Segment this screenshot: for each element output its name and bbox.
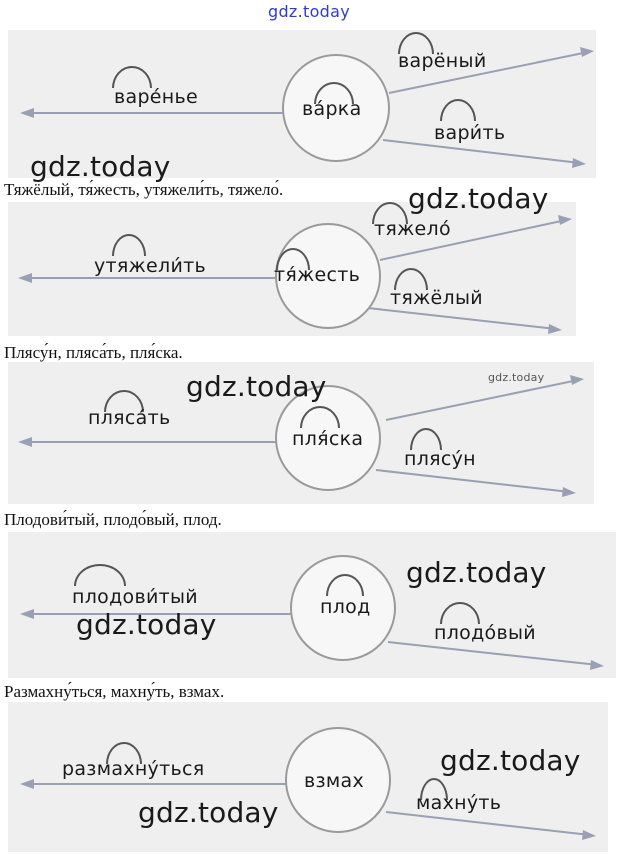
diagram-panel-2 — [8, 202, 576, 336]
watermark: gdz.today — [440, 744, 581, 777]
watermark: gdz.today — [406, 556, 547, 589]
word-left: размахну́ться — [62, 758, 205, 780]
word-center: плод — [320, 596, 371, 618]
word-left: варе́нье — [114, 86, 199, 108]
caption-row-2: Тяжёлый, тя́жесть, утяжели́ть, тяжело́. — [4, 180, 284, 199]
word-right-top: тяжело́ — [374, 218, 451, 240]
top-watermark: gdz.today — [268, 2, 350, 21]
watermark: gdz.today — [408, 182, 549, 215]
word-center: пля́ска — [292, 428, 364, 450]
watermark: gdz.today — [186, 370, 327, 403]
arrow-right-top-head — [558, 215, 572, 225]
word-right-bottom: вари́ть — [434, 122, 506, 144]
arrow-left-head — [18, 437, 32, 447]
arrow-right-bottom — [388, 642, 598, 665]
word-right-top: варёный — [398, 50, 487, 72]
watermark: gdz.today — [138, 796, 279, 829]
arrow-right-bottom-head — [572, 158, 586, 168]
arrow-right-bottom-head — [548, 324, 562, 334]
arrow-right-bottom — [386, 812, 590, 835]
diagram-panel-5 — [8, 702, 608, 852]
arrow-right-top — [386, 380, 578, 420]
diagram-panel-4 — [8, 532, 616, 678]
arrow-right-bottom-head — [582, 830, 596, 840]
caption-row-3: Плясу́н, пляса́ть, пля́ска. — [4, 343, 183, 362]
word-right-bottom: плясу́н — [404, 448, 476, 470]
arrow-right-bottom — [376, 470, 570, 492]
watermark: gdz.today — [30, 150, 171, 183]
arrow-left-head — [18, 273, 32, 283]
arrow-right-top-head — [580, 47, 594, 57]
word-center: ва́рка — [302, 98, 362, 120]
watermark-small: gdz.today — [488, 371, 545, 384]
arrow-left-head — [20, 108, 34, 118]
word-center: тя́жесть — [274, 264, 361, 286]
word-right-bottom: махну́ть — [416, 792, 502, 814]
word-right-bottom: тяжёлый — [390, 287, 483, 309]
watermark: gdz.today — [76, 608, 217, 641]
arrow-right-bottom-head — [562, 487, 576, 497]
arrow-left-head — [20, 779, 34, 789]
word-left: плодови́тый — [72, 586, 198, 608]
word-center: взмах — [304, 770, 365, 792]
caption-row-4: Плодови́тый, плодо́вый, плод. — [4, 510, 222, 529]
arrow-right-top-head — [570, 375, 584, 385]
word-left: утяжели́ть — [94, 255, 207, 277]
word-left: пляса́ть — [88, 407, 171, 429]
arrow-left-head — [20, 609, 34, 619]
arrow-right-bottom — [368, 308, 556, 329]
word-right-bottom: плодо́вый — [434, 622, 536, 644]
arrow-right-bottom-head — [590, 660, 604, 670]
caption-row-5: Размахну́ться, махну́ть, взмах. — [4, 682, 225, 701]
